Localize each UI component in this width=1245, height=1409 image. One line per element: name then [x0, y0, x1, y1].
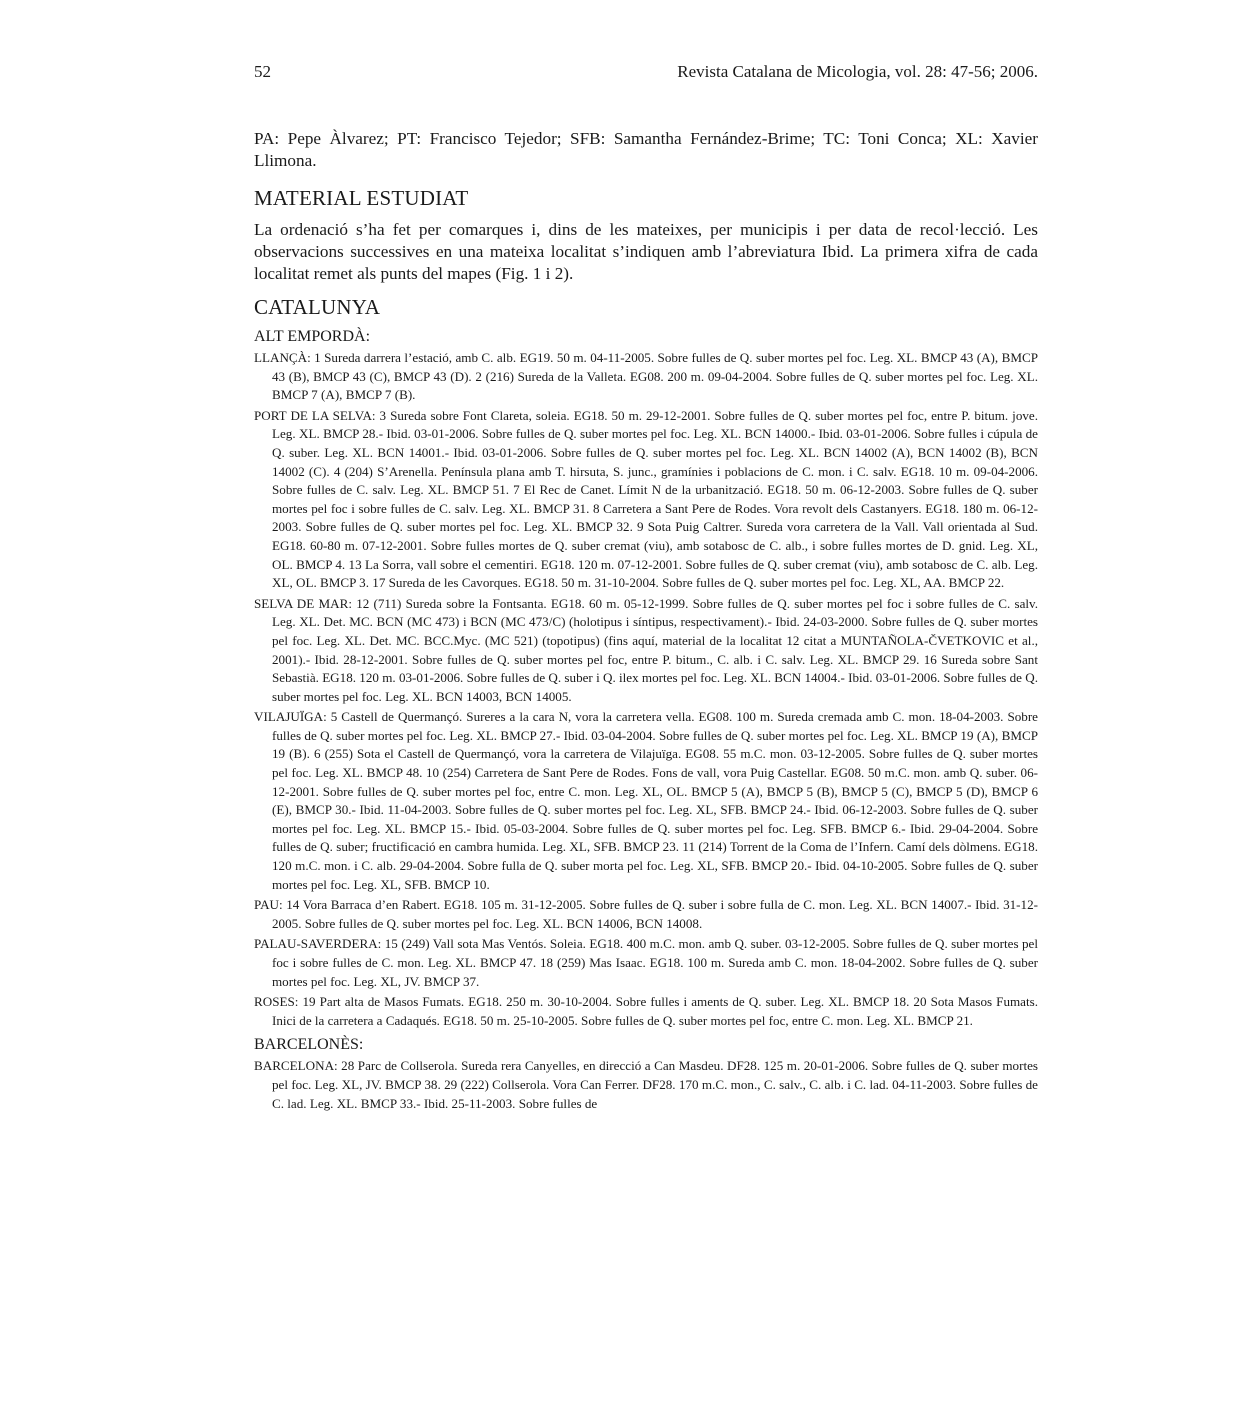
page-number: 52: [254, 62, 271, 81]
section-heading-region: CATALUNYA: [254, 295, 381, 319]
locality-entry-vilajuiga: VILAJUÏGA: 5 Castell de Quermançó. Sureres a la cara N, vora la carretera vella. EG08. 100 m. Sureda cremada amb C. mon. 18-04-2003. Sobre fulles de Q. suber mortes pel foc. Leg. XL. BMCP 27.- Ibid. 03-04-2004. Sobre fulles de Q. suber mortes pel foc. Leg. XL. BMCP 19 (A), BMCP 19 (B). 6 (255) Sota el Castell de Quermançó, vora la carretera de Vilajuïga. EG08. 55 m.C. mon. 03-12-2005. Sobre fulles de Q. suber mortes pel foc. Leg. XL. BMCP 48. 10 (254) Carretera de Sant Pere de Rodes. Fons de vall, vora Puig Castellar. EG08. 50 m.C. mon. amb Q. suber. 06-12-2001. Sobre fulles de Q. suber mortes pel foc, entre C. mon. Leg. XL, OL. BMCP 5 (A), BMCP 5 (B), BMCP 5 (C), BMCP 5 (D), BMCP 6 (E), BMCP 30.- Ibid. 11-04-2003. Sobre fulles de Q. suber mortes pel foc. Leg. XL, SFB. BMCP 24.- Ibid. 06-12-2003. Sobre fulles de Q. suber mortes pel foc. Leg. XL. BMCP 15.- Ibid. 05-03-2004. Sobre fulles de Q. suber mortes pel foc. Leg. SFB. BMCP 6.- Ibid. 29-04-2004. Sobre fulles de Q. suber; fructificació en cambra humida. Leg. XL, SFB. BMCP 23. 11 (214) Torrent de la Coma de l’Infern. Camí dels dòlmens. EG18. 120 m.C. mon. i C. alb. 29-04-2004. Sobre fulla de Q. suber morta pel foc. Leg. XL, SFB. BMCP 20.- Ibid. 04-10-2005. Sobre fulles de Q. suber mortes pel foc. Leg. XL, SFB. BMCP 10.: [254, 709, 1038, 892]
locality-entry-llanca: LLANÇÀ: 1 Sureda darrera l’estació, amb C. alb. EG19. 50 m. 04-11-2005. Sobre fulles de Q. suber mortes pel foc. Leg. XL. BMCP 43 (A), BMCP 43 (B), BMCP 43 (C), BMCP 43 (D). 2 (216) Sureda de la Valleta. EG08. 200 m. 09-04-2004. Sobre fulles de Q. suber mortes pel foc. Leg. XL. BMCP 7 (A), BMCP 7 (B).: [254, 350, 1038, 403]
county-heading-barcelones: BARCELONÈS:: [254, 1036, 364, 1054]
locality-entry-pau: PAU: 14 Vora Barraca d’en Rabert. EG18. 105 m. 31-12-2005. Sobre fulles de Q. suber i sobre fulla de C. mon. Leg. XL. BCN 14007.- Ibid. 31-12-2005. Sobre fulles de Q. suber mortes pel foc. Leg. XL. BCN 14006, BCN 14008.: [254, 897, 1038, 931]
locality-entry-roses: ROSES: 19 Part alta de Masos Fumats. EG18. 250 m. 30-10-2004. Sobre fulles i aments de Q. suber. Leg. XL. BMCP 18. 20 Sota Masos Fumats. Inici de la carretera a Cadaqués. EG18. 50 m. 25-10-2005. Sobre fulles de Q. suber mortes pel foc, entre C. mon. Leg. XL. BMCP 21.: [254, 994, 1038, 1028]
locality-entry-palau-saverdera: PALAU-SAVERDERA: 15 (249) Vall sota Mas Ventós. Soleia. EG18. 400 m.C. mon. amb Q. suber. 03-12-2005. Sobre fulles de Q. suber mortes pel foc i sobre fulles de C. mon. Leg. XL. BMCP 47. 18 (259) Mas Isaac. EG18. 100 m. Sureda amb C. mon. 18-04-2002. Sobre fulles de Q. suber mortes pel foc. Leg. XL, JV. BMCP 37.: [254, 936, 1038, 989]
locality-entry-barcelona: BARCELONA: 28 Parc de Collserola. Sureda rera Canyelles, en direcció a Can Masdeu. DF28. 125 m. 20-01-2006. Sobre fulles de Q. suber mortes pel foc. Leg. XL, JV. BMCP 38. 29 (222) Collserola. Vora Can Ferrer. DF28. 170 m.C. mon., C. salv., C. alb. i C. lad. 04-11-2003. Sobre fulles de C. lad. Leg. XL. BMCP 33.- Ibid. 25-11-2003. Sobre fulles de: [254, 1058, 1038, 1111]
abbreviations-paragraph: PA: Pepe Àlvarez; PT: Francisco Tejedor; SFB: Samantha Fernández-Brime; TC: Toni Conca; XL: Xavier Llimona.: [254, 129, 1038, 170]
section-heading-material: MATERIAL ESTUDIAT: [254, 186, 469, 210]
locality-entry-selva-de-mar: SELVA DE MAR: 12 (711) Sureda sobre la Fontsanta. EG18. 60 m. 05-12-1999. Sobre fulles de Q. suber mortes pel foc i sobre fulles de C. salv. Leg. XL. Det. MC. BCN (MC 473) i BCN (MC 473/C) (holotipus i síntipus, respectivament).- Ibid. 24-03-2000. Sobre fulles de Q. suber mortes pel foc. Leg. XL. Det. MC. BCC.Myc. (MC 521) (topotipus) (fins aquí, material de la localitat 12 citat a MUNTAÑOLA-ČVETKOVIC et al., 2001).- Ibid. 28-12-2001. Sobre fulles de Q. suber mortes pel foc, entre P. bitum., C. alb. i C. salv. Leg. XL. BMCP 29. 16 Sureda sobre Sant Sebastià. EG18. 120 m. 03-01-2006. Sobre fulles de Q. suber i Q. ilex mortes pel foc. Leg. XL. BCN 14004.- Ibid. 03-01-2006. Sobre fulles de Q. suber mortes pel foc. Leg. XL. BCN 14003, BCN 14005.: [254, 595, 1038, 704]
material-paragraph: La ordenació s’ha fet per comarques i, dins de les mateixes, per municipis i per data de recol·lecció. Les observacions successives en una mateixa localitat s’indiquen amb l’abreviatura Ibid. La primera xifra de cada localitat remet als punts del mapes (Fig. 1 i 2).: [254, 220, 1038, 283]
locality-entry-port-de-la-selva: PORT DE LA SELVA: 3 Sureda sobre Font Clareta, soleia. EG18. 50 m. 29-12-2001. Sobre fulles de Q. suber mortes pel foc, entre P. bitum. jove. Leg. XL. BMCP 28.- Ibid. 03-01-2006. Sobre fulles de Q. suber mortes pel foc. Leg. XL. BCN 14000.- Ibid. 03-01-2006. Sobre fulles i cúpula de Q. suber. Leg. XL. BCN 14001.- Ibid. 03-01-2006. Sobre fulles de Q. suber mortes pel foc. Leg. XL. BCN 14002 (A), BCN 14002 (B), BCN 14002 (C). 4 (204) S’Arenella. Península plana amb T. hirsuta, S. junc., gramínies i poblacions de C. mon. i C. salv. EG18. 10 m. 09-04-2006. Sobre fulles de C. salv. Leg. XL. BMCP 51. 7 El Rec de Canet. Límit N de la urbanització. EG18. 50 m. 06-12-2003. Sobre fulles de Q. suber mortes pel foc i sobre fulles de C. salv. Leg. XL. BMCP 31. 8 Carretera a Sant Pere de Rodes. Vora revolt dels Castanyers. EG18. 180 m. 06-12-2003. Sobre fulles de Q. suber mortes pel foc. Leg. XL. BMCP 32. 9 Sota Puig Caltrer. Sureda vora carretera de la Vall. Vall orientada al Sud. EG18. 60-80 m. 07-12-2001. Sobre fulles mortes de Q. suber cremat (viu), amb sotabosc de C. alb., i sobre fulles mortes de D. gnid. Leg. XL, OL. BMCP 4. 13 La Sorra, vall sobre el cementiri. EG18. 120 m. 07-12-2001. Sobre fulles de Q. suber cremat (viu), amb sotabosc de C. alb. Leg. XL, OL. BMCP 3. 17 Sureda de les Cavorques. EG18. 50 m. 31-10-2004. Sobre fulles de Q. suber mortes pel foc. Leg. XL, AA. BMCP 22.: [254, 407, 1038, 591]
journal-citation: Revista Catalana de Micologia, vol. 28: 47-56; 2006.: [677, 62, 1038, 81]
county-heading-alt-emporda: ALT EMPORDÀ:: [254, 328, 371, 345]
page-body: [254, 128, 1038, 1115]
